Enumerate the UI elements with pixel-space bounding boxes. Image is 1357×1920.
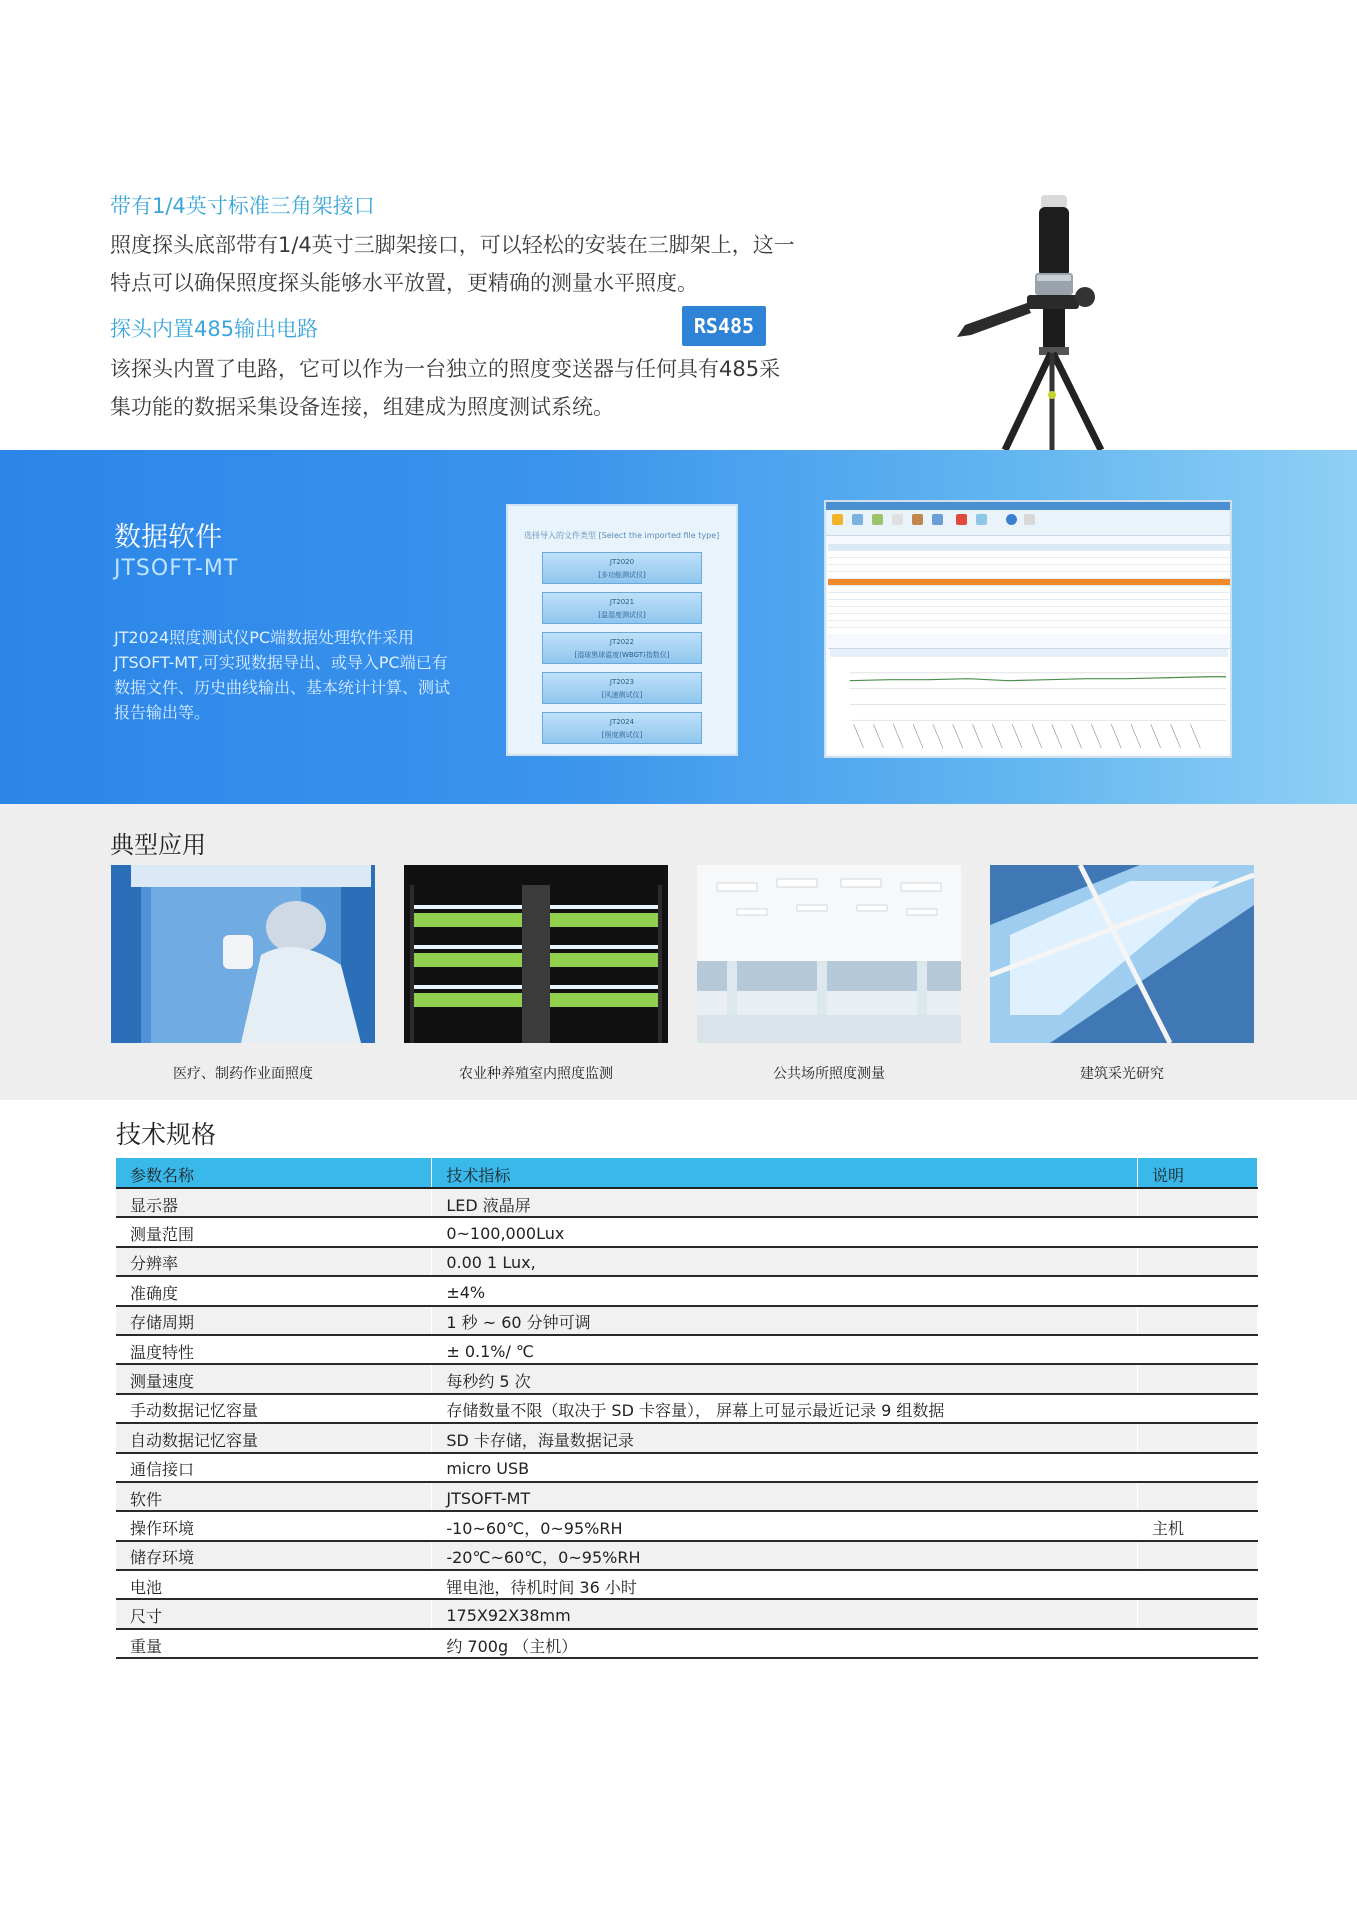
note-cell bbox=[1138, 1188, 1258, 1217]
application-card-agriculture bbox=[404, 865, 668, 1083]
note-cell bbox=[1138, 1453, 1258, 1482]
param-cell: 显示器 bbox=[116, 1188, 432, 1217]
header-note: 说明 bbox=[1138, 1158, 1258, 1188]
header-param: 参数名称 bbox=[116, 1158, 432, 1188]
value-cell: 每秒约 5 次 bbox=[432, 1364, 1138, 1393]
note-cell bbox=[1138, 1247, 1258, 1276]
chart-icon[interactable] bbox=[872, 514, 883, 525]
indoor-farm-image bbox=[404, 865, 668, 1043]
option-code: JT2022 bbox=[609, 638, 635, 646]
skylight-image bbox=[990, 865, 1254, 1043]
table-row bbox=[116, 1247, 1258, 1276]
value-cell: 0.00 1 Lux, bbox=[432, 1247, 1138, 1276]
application-caption: 建筑采光研究 bbox=[1080, 1066, 1164, 1082]
note-cell bbox=[1138, 1599, 1258, 1628]
dialog-caption: 选择导入的文件类型 [Select the imported file type] bbox=[524, 531, 720, 540]
note-cell: 主机 bbox=[1138, 1511, 1258, 1540]
table-row bbox=[116, 1453, 1258, 1482]
table-row bbox=[116, 1364, 1258, 1393]
param-cell: 重量 bbox=[116, 1629, 432, 1658]
table-row bbox=[116, 1276, 1258, 1305]
feature-text-tripod: 照度探头底部带有1/4英寸三脚架接口，可以轻松的安装在三脚架上，这一特点可以确保照度探头能够水平放置，更精确的测量水平照度。 bbox=[110, 233, 795, 295]
value-cell: 175X92X38mm bbox=[432, 1599, 1138, 1628]
dialog-option-jt2023[interactable] bbox=[542, 672, 702, 704]
data-grid bbox=[828, 544, 1230, 634]
option-code: JT2023 bbox=[609, 678, 635, 686]
table-row bbox=[116, 1394, 1258, 1423]
note-cell bbox=[1138, 1629, 1258, 1658]
table-icon[interactable] bbox=[892, 514, 903, 525]
param-cell: 操作环境 bbox=[116, 1511, 432, 1540]
report-icon[interactable] bbox=[912, 514, 923, 525]
header-spec: 技术指标 bbox=[432, 1158, 1138, 1188]
note-cell bbox=[1138, 1364, 1258, 1393]
option-label: [多功能测试仪] bbox=[598, 571, 646, 579]
value-cell: 存储数量不限（取决于 SD 卡容量）， 屏幕上可显示最近记录 9 组数据 bbox=[432, 1394, 1138, 1423]
table-row bbox=[116, 1599, 1258, 1628]
param-cell: 手动数据记忆容量 bbox=[116, 1394, 432, 1423]
table-row bbox=[116, 1217, 1258, 1246]
value-cell: SD 卡存储，海量数据记录 bbox=[432, 1423, 1138, 1452]
value-cell: LED 液晶屏 bbox=[432, 1188, 1138, 1217]
note-cell bbox=[1138, 1335, 1258, 1364]
application-caption: 公共场所照度测量 bbox=[773, 1066, 885, 1082]
specs-title: 技术规格 bbox=[116, 1120, 217, 1149]
medical-lab-image bbox=[111, 865, 375, 1043]
note-cell bbox=[1138, 1217, 1258, 1246]
stats-icon[interactable] bbox=[976, 514, 987, 525]
dialog-option-jt2022[interactable] bbox=[542, 632, 702, 664]
param-cell: 电池 bbox=[116, 1570, 432, 1599]
table-row bbox=[116, 1482, 1258, 1511]
application-caption: 医疗、制药作业面照度 bbox=[173, 1066, 313, 1082]
param-cell: 准确度 bbox=[116, 1276, 432, 1305]
toolbar bbox=[826, 510, 1230, 536]
param-cell: 软件 bbox=[116, 1482, 432, 1511]
applications-section bbox=[0, 804, 1357, 1100]
table-header-row bbox=[116, 1158, 1258, 1188]
about-icon[interactable] bbox=[1024, 514, 1035, 525]
table-row bbox=[116, 1570, 1258, 1599]
option-label: [湿球黑球温度(WBGT)指数仪] bbox=[574, 651, 670, 659]
value-cell: 约 700g （主机） bbox=[432, 1629, 1138, 1658]
table-row bbox=[116, 1423, 1258, 1452]
value-cell: -20℃~60℃，0~95%RH bbox=[432, 1541, 1138, 1570]
window-titlebar bbox=[826, 502, 1230, 510]
note-cell bbox=[1138, 1394, 1258, 1423]
param-cell: 尺寸 bbox=[116, 1599, 432, 1628]
param-cell: 温度特性 bbox=[116, 1335, 432, 1364]
specs-table bbox=[116, 1158, 1258, 1659]
feature-title-tripod: 带有1/4英寸标准三角架接口 bbox=[110, 194, 375, 218]
table-row bbox=[116, 1511, 1258, 1540]
feature-text-rs485: 该探头内置了电路，它可以作为一台独立的照度变送器与任何具有485采集功能的数据采集设备连接，组建成为照度测试系统。 bbox=[110, 357, 781, 419]
value-cell: 锂电池，待机时间 36 小时 bbox=[432, 1570, 1138, 1599]
export-icon[interactable] bbox=[852, 514, 863, 525]
value-cell: 1 秒 ~ 60 分钟可调 bbox=[432, 1306, 1138, 1335]
application-card-medical bbox=[111, 865, 375, 1083]
table-row bbox=[116, 1541, 1258, 1570]
file-type-dialog bbox=[506, 504, 738, 756]
import-icon[interactable] bbox=[832, 514, 843, 525]
option-label: [照度测试仪] bbox=[601, 731, 643, 739]
settings-icon[interactable] bbox=[932, 514, 943, 525]
note-cell bbox=[1138, 1276, 1258, 1305]
param-cell: 通信接口 bbox=[116, 1453, 432, 1482]
applications-title: 典型应用 bbox=[110, 831, 206, 859]
option-code: JT2020 bbox=[609, 558, 635, 566]
table-row bbox=[116, 1306, 1258, 1335]
application-card-daylight bbox=[990, 865, 1254, 1083]
value-cell: -10~60℃，0~95%RH bbox=[432, 1511, 1138, 1540]
note-cell bbox=[1138, 1541, 1258, 1570]
param-cell: 自动数据记忆容量 bbox=[116, 1423, 432, 1452]
note-cell bbox=[1138, 1570, 1258, 1599]
application-caption: 农业种养殖室内照度监测 bbox=[459, 1066, 613, 1082]
option-label: [风速测试仪] bbox=[601, 691, 643, 699]
help-icon[interactable] bbox=[1006, 514, 1017, 525]
fire-icon[interactable] bbox=[956, 514, 967, 525]
param-cell: 测量速度 bbox=[116, 1364, 432, 1393]
public-hall-image bbox=[697, 865, 961, 1043]
option-code: JT2021 bbox=[609, 598, 635, 606]
software-title: 数据软件 bbox=[114, 522, 222, 553]
note-cell bbox=[1138, 1306, 1258, 1335]
table-row bbox=[116, 1335, 1258, 1364]
value-cell: JTSOFT-MT bbox=[432, 1482, 1138, 1511]
rs485-badge: RS485 bbox=[682, 306, 766, 346]
param-cell: 存储周期 bbox=[116, 1306, 432, 1335]
dialog-option-jt2024[interactable] bbox=[542, 712, 702, 744]
option-label: [温湿度测试仪] bbox=[598, 611, 646, 619]
param-cell: 分辨率 bbox=[116, 1247, 432, 1276]
dialog-option-jt2020[interactable] bbox=[542, 552, 702, 584]
table-row bbox=[116, 1629, 1258, 1658]
note-cell bbox=[1138, 1423, 1258, 1452]
value-cell: ± 0.1%/ ℃ bbox=[432, 1335, 1138, 1364]
param-cell: 测量范围 bbox=[116, 1217, 432, 1246]
application-card-public bbox=[697, 865, 961, 1083]
history-curve-chart bbox=[828, 648, 1230, 754]
table-row bbox=[116, 1188, 1258, 1217]
software-subtitle: JTSOFT-MT bbox=[114, 556, 239, 581]
software-main-window bbox=[824, 500, 1232, 758]
software-section bbox=[0, 450, 1357, 804]
value-cell: micro USB bbox=[432, 1453, 1138, 1482]
param-cell: 储存环境 bbox=[116, 1541, 432, 1570]
value-cell: 0~100,000Lux bbox=[432, 1217, 1138, 1246]
feature-title-rs485: 探头内置485输出电路 bbox=[110, 317, 319, 341]
software-description: JT2024照度测试仪PC端数据处理软件采用JTSOFT-MT,可实现数据导出、或导入PC端已有数据文件、历史曲线输出、基本统计计算、测试报告输出等。 bbox=[114, 628, 451, 722]
tripod-sensor-image bbox=[935, 185, 1155, 450]
option-code: JT2024 bbox=[609, 718, 635, 726]
note-cell bbox=[1138, 1482, 1258, 1511]
value-cell: ±4% bbox=[432, 1276, 1138, 1305]
dialog-option-jt2021[interactable] bbox=[542, 592, 702, 624]
